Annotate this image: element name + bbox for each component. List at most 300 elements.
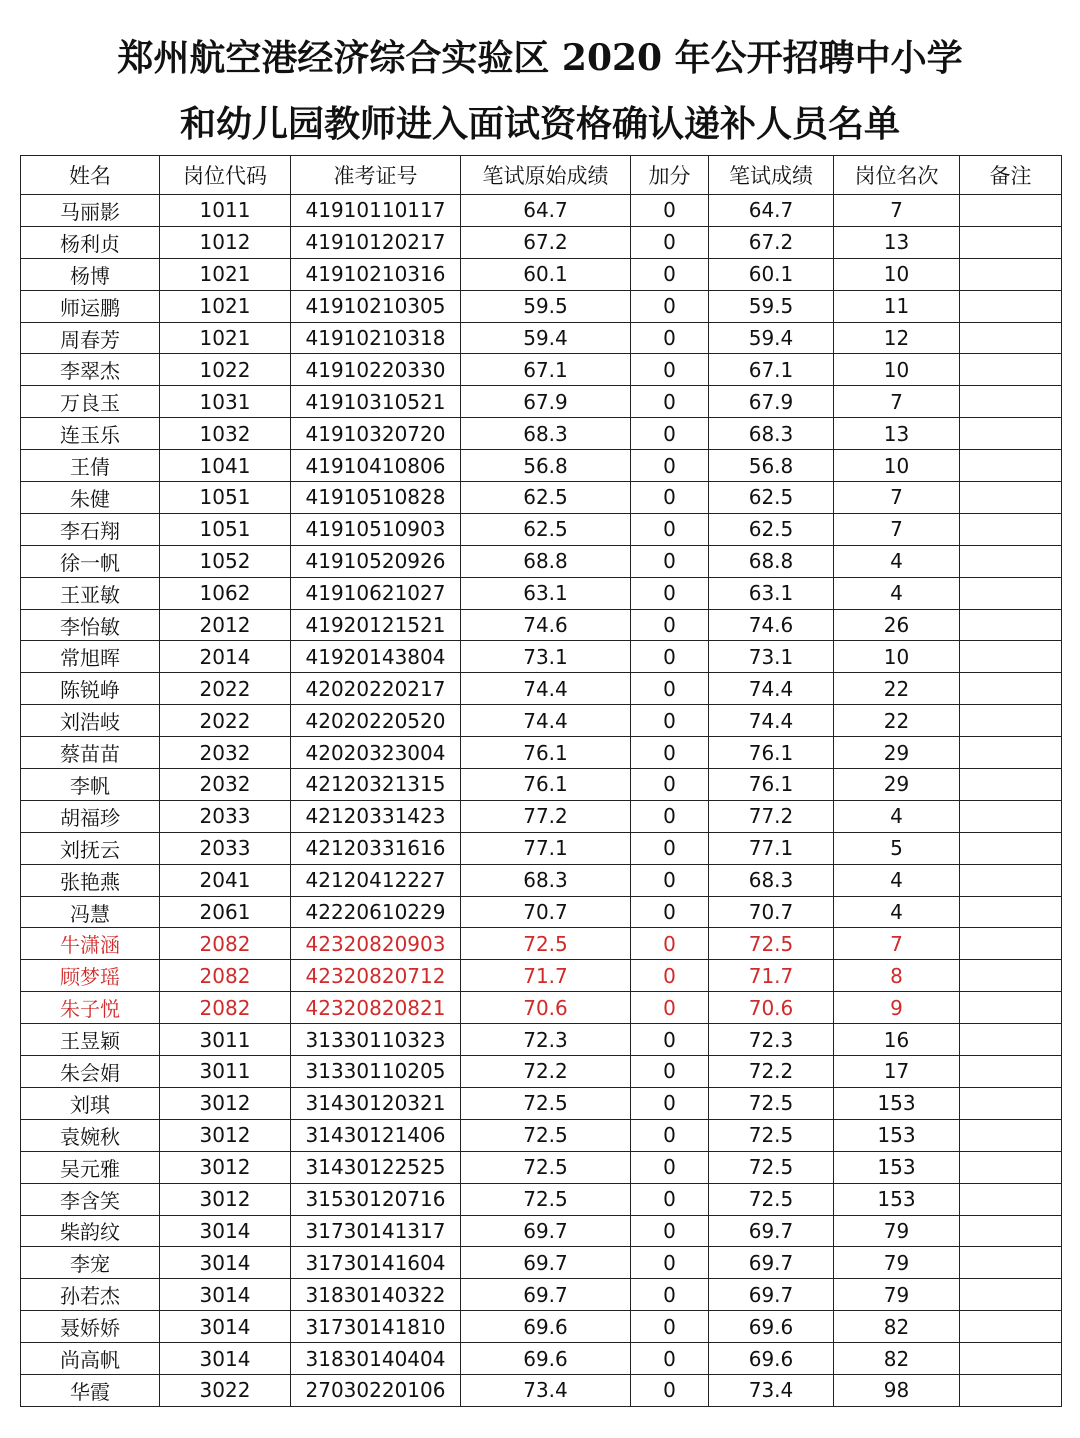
- cell-written-score: 68.8: [709, 545, 834, 577]
- cell-raw-score: 69.7: [461, 1215, 631, 1247]
- title-line-2: 和幼儿园教师进入面试资格确认递补人员名单: [179, 103, 900, 145]
- cell-post-rank: 7: [834, 482, 960, 514]
- cell-raw-score: 60.1: [461, 258, 631, 290]
- cell-name: 杨博: [21, 258, 160, 290]
- cell-post-rank: 7: [834, 928, 960, 960]
- table-row: [21, 928, 1062, 960]
- cell-remarks: [960, 258, 1062, 290]
- cell-post-rank: 153: [834, 1087, 960, 1119]
- cell-bonus: 0: [631, 609, 709, 641]
- cell-post-code: 1032: [160, 418, 291, 450]
- cell-written-score: 72.5: [709, 1087, 834, 1119]
- cell-raw-score: 74.4: [461, 705, 631, 737]
- cell-raw-score: 73.1: [461, 641, 631, 673]
- cell-remarks: [960, 545, 1062, 577]
- cell-raw-score: 69.6: [461, 1343, 631, 1375]
- cell-exam-id: 41910510828: [291, 482, 461, 514]
- cell-exam-id: 42020220520: [291, 705, 461, 737]
- table-row: [21, 1279, 1062, 1311]
- cell-raw-score: 56.8: [461, 450, 631, 482]
- cell-name: 马丽影: [21, 195, 160, 227]
- cell-post-rank: 10: [834, 450, 960, 482]
- table-row: [21, 577, 1062, 609]
- cell-bonus: 0: [631, 545, 709, 577]
- cell-post-code: 2022: [160, 705, 291, 737]
- cell-bonus: 0: [631, 737, 709, 769]
- cell-raw-score: 72.2: [461, 1056, 631, 1088]
- cell-exam-id: 31730141317: [291, 1215, 461, 1247]
- cell-raw-score: 70.7: [461, 896, 631, 928]
- table-row: [21, 960, 1062, 992]
- cell-post-rank: 29: [834, 769, 960, 801]
- cell-bonus: 0: [631, 450, 709, 482]
- table-row: [21, 1119, 1062, 1151]
- cell-written-score: 70.7: [709, 896, 834, 928]
- cell-post-code: 1021: [160, 322, 291, 354]
- cell-post-rank: 98: [834, 1374, 960, 1406]
- cell-post-rank: 79: [834, 1215, 960, 1247]
- cell-name: 牛潇涵: [21, 928, 160, 960]
- cell-post-rank: 4: [834, 545, 960, 577]
- table-row: [21, 482, 1062, 514]
- cell-post-rank: 4: [834, 896, 960, 928]
- cell-written-score: 64.7: [709, 195, 834, 227]
- cell-post-code: 2022: [160, 673, 291, 705]
- cell-name: 师运鹏: [21, 290, 160, 322]
- cell-bonus: 0: [631, 482, 709, 514]
- cell-post-code: 3022: [160, 1374, 291, 1406]
- cell-written-score: 72.5: [709, 1183, 834, 1215]
- cell-remarks: [960, 1343, 1062, 1375]
- cell-remarks: [960, 226, 1062, 258]
- cell-bonus: 0: [631, 386, 709, 418]
- cell-post-rank: 7: [834, 386, 960, 418]
- cell-remarks: [960, 832, 1062, 864]
- cell-name: 周春芳: [21, 322, 160, 354]
- cell-post-code: 2041: [160, 864, 291, 896]
- cell-post-code: 1051: [160, 482, 291, 514]
- cell-bonus: 0: [631, 1343, 709, 1375]
- cell-remarks: [960, 1247, 1062, 1279]
- cell-name: 李石翔: [21, 513, 160, 545]
- cell-raw-score: 62.5: [461, 482, 631, 514]
- cell-remarks: [960, 290, 1062, 322]
- table-row: [21, 1151, 1062, 1183]
- cell-raw-score: 67.9: [461, 386, 631, 418]
- cell-written-score: 59.5: [709, 290, 834, 322]
- cell-exam-id: 42320820712: [291, 960, 461, 992]
- cell-name: 胡福珍: [21, 800, 160, 832]
- cell-post-rank: 7: [834, 513, 960, 545]
- cell-exam-id: 41910110117: [291, 195, 461, 227]
- cell-remarks: [960, 482, 1062, 514]
- cell-post-code: 1012: [160, 226, 291, 258]
- cell-raw-score: 74.6: [461, 609, 631, 641]
- cell-name: 李宠: [21, 1247, 160, 1279]
- cell-written-score: 74.4: [709, 705, 834, 737]
- header-post-code: 岗位代码: [160, 156, 291, 195]
- cell-bonus: 0: [631, 258, 709, 290]
- cell-bonus: 0: [631, 1374, 709, 1406]
- cell-remarks: [960, 705, 1062, 737]
- cell-exam-id: 42220610229: [291, 896, 461, 928]
- cell-bonus: 0: [631, 992, 709, 1024]
- cell-name: 刘琪: [21, 1087, 160, 1119]
- cell-written-score: 69.7: [709, 1215, 834, 1247]
- cell-exam-id: 41910210305: [291, 290, 461, 322]
- cell-name: 杨利贞: [21, 226, 160, 258]
- cell-exam-id: 27030220106: [291, 1374, 461, 1406]
- cell-post-code: 3012: [160, 1119, 291, 1151]
- cell-remarks: [960, 1215, 1062, 1247]
- cell-post-code: 2014: [160, 641, 291, 673]
- cell-bonus: 0: [631, 322, 709, 354]
- cell-post-rank: 9: [834, 992, 960, 1024]
- header-written-score: 笔试成绩: [709, 156, 834, 195]
- cell-remarks: [960, 1374, 1062, 1406]
- cell-raw-score: 68.3: [461, 864, 631, 896]
- table-row: [21, 1311, 1062, 1343]
- cell-remarks: [960, 800, 1062, 832]
- table-row: [21, 1056, 1062, 1088]
- cell-post-rank: 16: [834, 1024, 960, 1056]
- table-row: [21, 290, 1062, 322]
- cell-bonus: 0: [631, 705, 709, 737]
- cell-post-code: 3012: [160, 1183, 291, 1215]
- cell-bonus: 0: [631, 800, 709, 832]
- cell-post-code: 1031: [160, 386, 291, 418]
- cell-remarks: [960, 1056, 1062, 1088]
- table-row: [21, 450, 1062, 482]
- cell-written-score: 73.1: [709, 641, 834, 673]
- cell-post-code: 1062: [160, 577, 291, 609]
- table-row: [21, 545, 1062, 577]
- cell-post-rank: 79: [834, 1247, 960, 1279]
- cell-written-score: 62.5: [709, 482, 834, 514]
- cell-exam-id: 31430121406: [291, 1119, 461, 1151]
- cell-exam-id: 31430120321: [291, 1087, 461, 1119]
- cell-exam-id: 41910320720: [291, 418, 461, 450]
- cell-post-code: 3014: [160, 1247, 291, 1279]
- cell-name: 李翠杰: [21, 354, 160, 386]
- cell-name: 徐一帆: [21, 545, 160, 577]
- table-row: [21, 1024, 1062, 1056]
- cell-exam-id: 42120412227: [291, 864, 461, 896]
- cell-written-score: 69.7: [709, 1247, 834, 1279]
- cell-exam-id: 41910510903: [291, 513, 461, 545]
- cell-exam-id: 41910210316: [291, 258, 461, 290]
- cell-name: 刘浩岐: [21, 705, 160, 737]
- cell-post-code: 3012: [160, 1151, 291, 1183]
- cell-post-rank: 82: [834, 1343, 960, 1375]
- cell-name: 聂娇娇: [21, 1311, 160, 1343]
- cell-exam-id: 31430122525: [291, 1151, 461, 1183]
- cell-bonus: 0: [631, 577, 709, 609]
- cell-exam-id: 41910310521: [291, 386, 461, 418]
- cell-post-code: 2082: [160, 960, 291, 992]
- table-row: [21, 864, 1062, 896]
- cell-exam-id: 31830140404: [291, 1343, 461, 1375]
- cell-name: 王昱颖: [21, 1024, 160, 1056]
- cell-raw-score: 69.7: [461, 1247, 631, 1279]
- cell-remarks: [960, 354, 1062, 386]
- table-row: [21, 641, 1062, 673]
- cell-remarks: [960, 609, 1062, 641]
- cell-name: 冯慧: [21, 896, 160, 928]
- cell-name: 李怡敏: [21, 609, 160, 641]
- cell-remarks: [960, 1119, 1062, 1151]
- cell-written-score: 67.9: [709, 386, 834, 418]
- cell-bonus: 0: [631, 1024, 709, 1056]
- cell-name: 刘抚云: [21, 832, 160, 864]
- cell-written-score: 69.6: [709, 1343, 834, 1375]
- table-row: [21, 609, 1062, 641]
- cell-raw-score: 73.4: [461, 1374, 631, 1406]
- cell-remarks: [960, 928, 1062, 960]
- cell-name: 孙若杰: [21, 1279, 160, 1311]
- cell-exam-id: 41910520926: [291, 545, 461, 577]
- cell-raw-score: 72.5: [461, 1151, 631, 1183]
- cell-written-score: 70.6: [709, 992, 834, 1024]
- table-row: [21, 992, 1062, 1024]
- table-row: [21, 1247, 1062, 1279]
- cell-exam-id: 31330110323: [291, 1024, 461, 1056]
- cell-written-score: 76.1: [709, 769, 834, 801]
- cell-name: 华霞: [21, 1374, 160, 1406]
- cell-raw-score: 74.4: [461, 673, 631, 705]
- cell-post-code: 2033: [160, 832, 291, 864]
- cell-written-score: 63.1: [709, 577, 834, 609]
- cell-post-rank: 17: [834, 1056, 960, 1088]
- cell-post-code: 1051: [160, 513, 291, 545]
- cell-name: 李含笑: [21, 1183, 160, 1215]
- cell-name: 万良玉: [21, 386, 160, 418]
- cell-bonus: 0: [631, 1311, 709, 1343]
- cell-bonus: 0: [631, 195, 709, 227]
- cell-post-rank: 7: [834, 195, 960, 227]
- cell-post-rank: 4: [834, 864, 960, 896]
- cell-name: 袁婉秋: [21, 1119, 160, 1151]
- cell-name: 陈锐峥: [21, 673, 160, 705]
- cell-post-rank: 13: [834, 226, 960, 258]
- cell-written-score: 62.5: [709, 513, 834, 545]
- cell-name: 顾梦瑶: [21, 960, 160, 992]
- candidate-table: [20, 155, 1062, 1407]
- cell-remarks: [960, 1087, 1062, 1119]
- table-row: [21, 896, 1062, 928]
- cell-post-rank: 153: [834, 1119, 960, 1151]
- cell-remarks: [960, 1183, 1062, 1215]
- cell-post-rank: 26: [834, 609, 960, 641]
- cell-post-code: 3014: [160, 1279, 291, 1311]
- cell-bonus: 0: [631, 641, 709, 673]
- cell-written-score: 56.8: [709, 450, 834, 482]
- cell-name: 朱子悦: [21, 992, 160, 1024]
- cell-bonus: 0: [631, 290, 709, 322]
- cell-raw-score: 68.8: [461, 545, 631, 577]
- table-row: [21, 1343, 1062, 1375]
- cell-post-code: 2033: [160, 800, 291, 832]
- cell-bonus: 0: [631, 896, 709, 928]
- table-row: [21, 1087, 1062, 1119]
- cell-post-code: 3014: [160, 1343, 291, 1375]
- cell-bonus: 0: [631, 1119, 709, 1151]
- cell-exam-id: 41920121521: [291, 609, 461, 641]
- cell-remarks: [960, 513, 1062, 545]
- cell-name: 连玉乐: [21, 418, 160, 450]
- cell-written-score: 69.7: [709, 1279, 834, 1311]
- cell-post-rank: 29: [834, 737, 960, 769]
- cell-raw-score: 69.6: [461, 1311, 631, 1343]
- cell-bonus: 0: [631, 864, 709, 896]
- cell-bonus: 0: [631, 1183, 709, 1215]
- cell-written-score: 74.6: [709, 609, 834, 641]
- cell-written-score: 72.3: [709, 1024, 834, 1056]
- cell-exam-id: 42320820903: [291, 928, 461, 960]
- table-row: [21, 226, 1062, 258]
- cell-post-rank: 4: [834, 800, 960, 832]
- cell-bonus: 0: [631, 832, 709, 864]
- cell-bonus: 0: [631, 418, 709, 450]
- cell-bonus: 0: [631, 673, 709, 705]
- cell-raw-score: 69.7: [461, 1279, 631, 1311]
- cell-post-rank: 153: [834, 1151, 960, 1183]
- cell-raw-score: 59.5: [461, 290, 631, 322]
- cell-name: 李帆: [21, 769, 160, 801]
- cell-exam-id: 31530120716: [291, 1183, 461, 1215]
- cell-bonus: 0: [631, 928, 709, 960]
- cell-bonus: 0: [631, 1087, 709, 1119]
- cell-bonus: 0: [631, 769, 709, 801]
- cell-written-score: 67.1: [709, 354, 834, 386]
- cell-bonus: 0: [631, 1151, 709, 1183]
- cell-bonus: 0: [631, 1056, 709, 1088]
- cell-post-code: 3014: [160, 1215, 291, 1247]
- cell-exam-id: 42020220217: [291, 673, 461, 705]
- cell-remarks: [960, 1151, 1062, 1183]
- cell-written-score: 68.3: [709, 418, 834, 450]
- cell-written-score: 72.5: [709, 928, 834, 960]
- cell-name: 蔡苗苗: [21, 737, 160, 769]
- cell-written-score: 72.5: [709, 1119, 834, 1151]
- cell-raw-score: 59.4: [461, 322, 631, 354]
- cell-name: 朱健: [21, 482, 160, 514]
- cell-name: 吴元雅: [21, 1151, 160, 1183]
- cell-raw-score: 71.7: [461, 960, 631, 992]
- cell-written-score: 74.4: [709, 673, 834, 705]
- cell-remarks: [960, 418, 1062, 450]
- cell-remarks: [960, 673, 1062, 705]
- cell-raw-score: 67.2: [461, 226, 631, 258]
- cell-post-rank: 79: [834, 1279, 960, 1311]
- table-row: [21, 737, 1062, 769]
- table-row: [21, 673, 1062, 705]
- cell-post-rank: 5: [834, 832, 960, 864]
- cell-name: 常旭晖: [21, 641, 160, 673]
- cell-remarks: [960, 1024, 1062, 1056]
- document-title: [0, 30, 1080, 145]
- cell-post-code: 3011: [160, 1024, 291, 1056]
- cell-written-score: 73.4: [709, 1374, 834, 1406]
- cell-raw-score: 67.1: [461, 354, 631, 386]
- cell-post-code: 1021: [160, 290, 291, 322]
- cell-written-score: 76.1: [709, 737, 834, 769]
- cell-post-code: 1021: [160, 258, 291, 290]
- cell-raw-score: 70.6: [461, 992, 631, 1024]
- cell-remarks: [960, 864, 1062, 896]
- cell-name: 王倩: [21, 450, 160, 482]
- cell-written-score: 77.2: [709, 800, 834, 832]
- table-row: [21, 800, 1062, 832]
- cell-name: 张艳燕: [21, 864, 160, 896]
- table-row: [21, 386, 1062, 418]
- table-row: [21, 322, 1062, 354]
- cell-remarks: [960, 450, 1062, 482]
- cell-remarks: [960, 195, 1062, 227]
- cell-remarks: [960, 386, 1062, 418]
- cell-bonus: 0: [631, 513, 709, 545]
- cell-exam-id: 31830140322: [291, 1279, 461, 1311]
- cell-written-score: 59.4: [709, 322, 834, 354]
- cell-name: 朱会娟: [21, 1056, 160, 1088]
- cell-exam-id: 42120331616: [291, 832, 461, 864]
- table-row: [21, 513, 1062, 545]
- cell-post-rank: 10: [834, 354, 960, 386]
- cell-written-score: 72.5: [709, 1151, 834, 1183]
- cell-post-rank: 22: [834, 673, 960, 705]
- cell-exam-id: 41920143804: [291, 641, 461, 673]
- cell-post-rank: 12: [834, 322, 960, 354]
- cell-remarks: [960, 1311, 1062, 1343]
- table-row: [21, 418, 1062, 450]
- cell-exam-id: 41910220330: [291, 354, 461, 386]
- cell-post-code: 2082: [160, 992, 291, 1024]
- cell-name: 柴韵纹: [21, 1215, 160, 1247]
- cell-bonus: 0: [631, 960, 709, 992]
- cell-post-rank: 82: [834, 1311, 960, 1343]
- table-body: [21, 195, 1062, 1407]
- header-post-rank: 岗位名次: [834, 156, 960, 195]
- header-remarks: 备注: [960, 156, 1062, 195]
- cell-exam-id: 42320820821: [291, 992, 461, 1024]
- cell-post-rank: 13: [834, 418, 960, 450]
- cell-post-code: 1052: [160, 545, 291, 577]
- cell-post-rank: 8: [834, 960, 960, 992]
- cell-remarks: [960, 322, 1062, 354]
- cell-bonus: 0: [631, 226, 709, 258]
- table-row: [21, 832, 1062, 864]
- cell-remarks: [960, 896, 1062, 928]
- cell-raw-score: 77.1: [461, 832, 631, 864]
- cell-remarks: [960, 1279, 1062, 1311]
- cell-exam-id: 31730141604: [291, 1247, 461, 1279]
- cell-post-rank: 11: [834, 290, 960, 322]
- header-raw-score: 笔试原始成绩: [461, 156, 631, 195]
- cell-post-code: 2032: [160, 737, 291, 769]
- cell-raw-score: 76.1: [461, 769, 631, 801]
- cell-exam-id: 41910210318: [291, 322, 461, 354]
- cell-bonus: 0: [631, 1215, 709, 1247]
- cell-remarks: [960, 992, 1062, 1024]
- cell-exam-id: 42120331423: [291, 800, 461, 832]
- cell-raw-score: 72.3: [461, 1024, 631, 1056]
- header-bonus: 加分: [631, 156, 709, 195]
- cell-post-rank: 22: [834, 705, 960, 737]
- cell-post-rank: 153: [834, 1183, 960, 1215]
- cell-bonus: 0: [631, 1279, 709, 1311]
- cell-raw-score: 76.1: [461, 737, 631, 769]
- cell-post-code: 2082: [160, 928, 291, 960]
